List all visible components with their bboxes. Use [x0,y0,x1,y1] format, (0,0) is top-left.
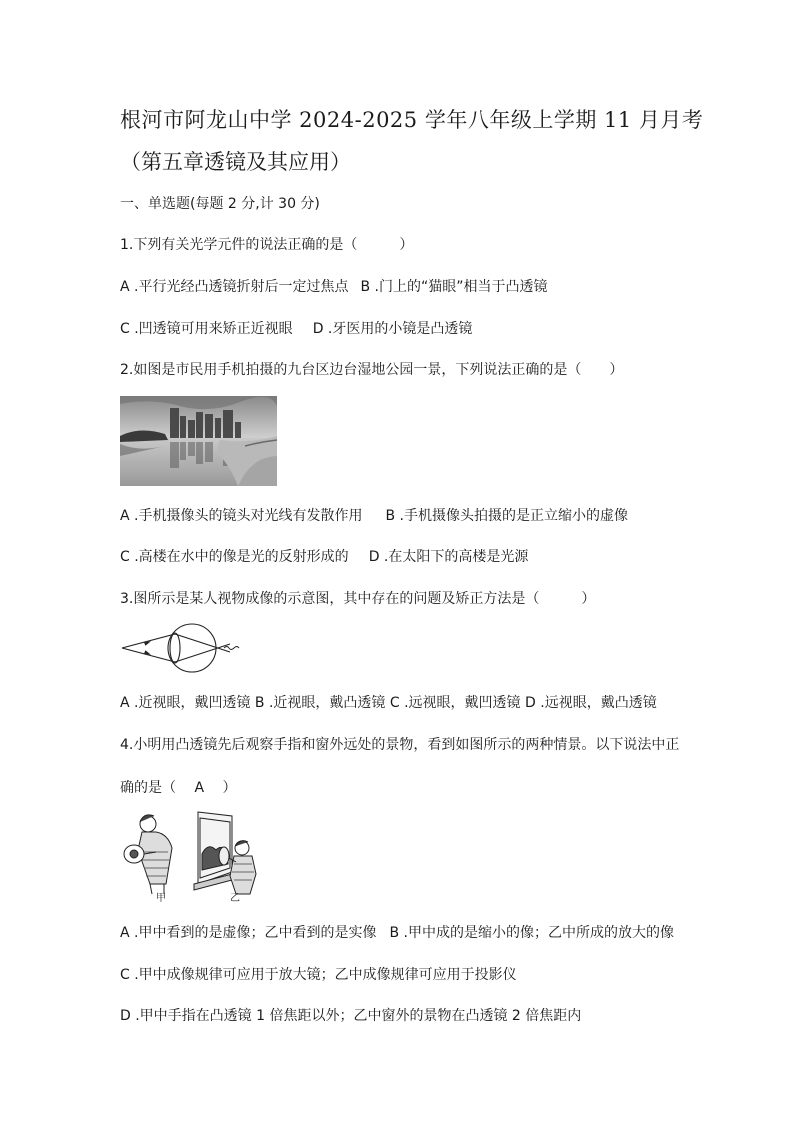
magnifier-scenes-figure [120,808,280,904]
exam-subtitle: （第五章透镜及其应用） [120,150,351,174]
q4-option-c: C .甲中成像规律可应用于放大镜；乙中成像规律可应用于投影仪 [120,967,517,983]
q1-options-cd [120,318,472,338]
q1-option-d: D .牙医用的小镜是凸透镜 [312,321,473,337]
q1-option-a: A .平行光经凸透镜折射后一定过焦点 [120,279,349,295]
q2-stem: 2.如图是市民用手机拍摄的九台区边台湿地公园一景，下列说法正确的是（ ） [120,362,624,378]
q2-options-ab [120,505,628,525]
q1-option-b: B .门上的“猫眼”相当于凸透镜 [360,279,548,295]
exam-title: 根河市阿龙山中学 2024-2025 学年八年级上学期 11 月月考 [120,108,704,132]
eye-diagram [120,622,242,674]
q1-stem: 1.下列有关光学元件的说法正确的是（ ） [120,237,414,253]
q3-stem: 3.图所示是某人视物成像的示意图，其中存在的问题及矫正方法是（ ） [120,591,596,607]
q4-options-ab [120,922,674,942]
figure-label-yi: 乙 [230,893,240,904]
q2-options-cd [120,546,528,566]
q1-option-c: C .凹透镜可用来矫正近视眼 [120,321,293,337]
q4-option-b: B .甲中成的是缩小的像；乙中所成的放大的像 [389,925,674,941]
q2-option-b: B .手机摄像头拍摄的是正立缩小的虚像 [385,508,628,524]
figure-label-jia: 甲 [156,893,166,904]
q4-stem-line1: 4.小明用凸透镜先后观察手指和窗外远处的景物，看到如图所示的两种情景。以下说法中正 [120,737,680,753]
q2-option-d: D .在太阳下的高楼是光源 [368,549,529,565]
section-heading: 一、单选题(每题 2 分,计 30 分) [120,196,320,212]
q3-options: A .近视眼，戴凹透镜 B .近视眼，戴凸透镜 C .远视眼，戴凹透镜 D .远视眼，戴凸透镜 [120,695,657,711]
q4-stem-line2: 确的是（ A ） [120,780,237,796]
q2-option-a: A .手机摄像头的镜头对光线有发散作用 [120,508,363,524]
q2-option-c: C .高楼在水中的像是光的反射形成的 [120,549,349,565]
wetland-park-photo [120,396,277,486]
q1-options-ab [120,276,548,296]
q4-option-d: D .甲中手指在凸透镜 1 倍焦距以外；乙中窗外的景物在凸透镜 2 倍焦距内 [120,1008,582,1024]
q4-option-a: A .甲中看到的是虚像；乙中看到的是实像 [120,925,377,941]
